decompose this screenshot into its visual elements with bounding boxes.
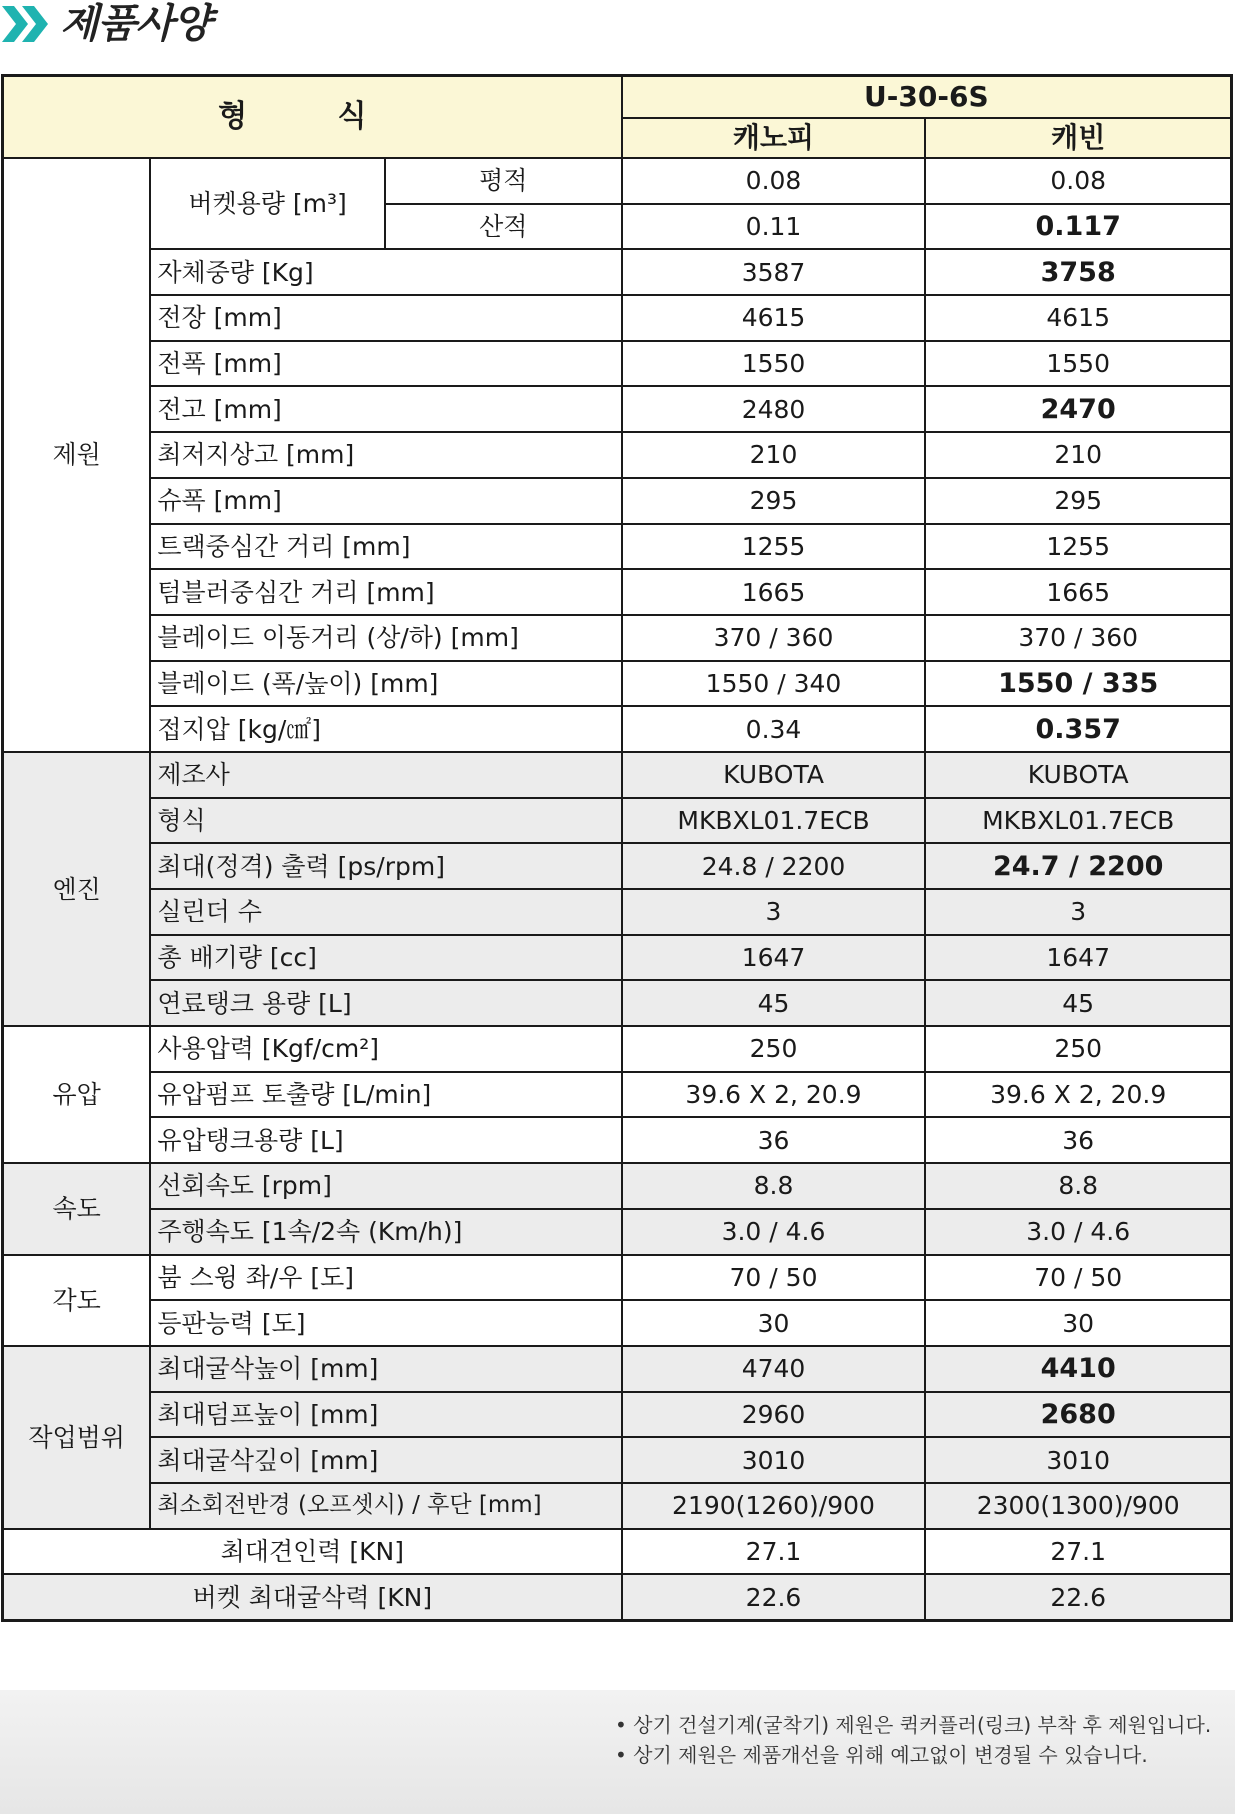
value-canopy: 0.34	[622, 706, 926, 752]
value-canopy: 2190(1260)/900	[622, 1483, 926, 1529]
footnotes	[615, 1710, 1211, 1770]
table-row	[3, 1574, 1232, 1620]
sub-label: 평적	[385, 158, 622, 204]
value-cabin: 1550 / 335	[925, 661, 1231, 707]
row-label: 슈폭 [mm]	[150, 478, 621, 524]
row-label: 최소회전반경 (오프셋시) / 후단 [mm]	[150, 1483, 621, 1529]
table-row	[3, 1392, 1232, 1438]
table-row	[3, 432, 1232, 478]
table-row	[3, 386, 1232, 432]
row-label: 전고 [mm]	[150, 386, 621, 432]
value-canopy: 24.8 / 2200	[622, 843, 926, 889]
canopy-header: 캐노피	[622, 118, 926, 158]
table-row	[3, 1483, 1232, 1529]
table-row	[3, 249, 1232, 295]
page-title: 제품사양	[60, 1, 211, 47]
value-cabin: 0.117	[925, 204, 1231, 250]
row-label: 등판능력 [도]	[150, 1300, 621, 1346]
value-cabin: 2470	[925, 386, 1231, 432]
value-canopy: 1550	[622, 341, 926, 387]
value-cabin: 24.7 / 2200	[925, 843, 1231, 889]
value-cabin: 39.6 X 2, 20.9	[925, 1072, 1231, 1118]
value-canopy: MKBXL01.7ECB	[622, 798, 926, 844]
value-canopy: 1665	[622, 569, 926, 615]
table-row	[3, 980, 1232, 1026]
row-label: 최대굴삭높이 [mm]	[150, 1346, 621, 1392]
value-cabin: 3010	[925, 1437, 1231, 1483]
value-canopy: 250	[622, 1026, 926, 1072]
model-header: U-30-6S	[622, 76, 1232, 119]
value-canopy: 8.8	[622, 1163, 926, 1209]
table-row	[3, 935, 1232, 981]
row-label: 연료탱크 용량 [L]	[150, 980, 621, 1026]
table-row	[3, 752, 1232, 798]
value-cabin: 22.6	[925, 1574, 1231, 1620]
group-work-range: 작업범위	[3, 1346, 151, 1529]
value-canopy: 1647	[622, 935, 926, 981]
table-row	[3, 843, 1232, 889]
value-cabin: 3	[925, 889, 1231, 935]
row-label: 붐 스윙 좌/우 [도]	[150, 1255, 621, 1301]
row-label: 자체중량 [Kg]	[150, 249, 621, 295]
row-label: 유압탱크용량 [L]	[150, 1117, 621, 1163]
value-canopy: 3.0 / 4.6	[622, 1209, 926, 1255]
value-canopy: 2480	[622, 386, 926, 432]
cabin-header: 캐빈	[925, 118, 1231, 158]
value-canopy: 4615	[622, 295, 926, 341]
table-row	[3, 524, 1232, 570]
value-canopy: 3010	[622, 1437, 926, 1483]
table-row	[3, 158, 1232, 204]
bucket-capacity-label: 버켓용량 [m³]	[150, 158, 384, 249]
type-header: 형 식	[3, 76, 622, 159]
value-cabin: 2300(1300)/900	[925, 1483, 1231, 1529]
row-label: 총 배기량 [cc]	[150, 935, 621, 981]
row-label: 블레이드 (폭/높이) [mm]	[150, 661, 621, 707]
spec-table	[1, 74, 1233, 1622]
value-cabin: 0.357	[925, 706, 1231, 752]
table-row	[3, 1163, 1232, 1209]
table-row	[3, 1437, 1232, 1483]
group-engine: 엔진	[3, 752, 151, 1026]
table-row	[3, 706, 1232, 752]
group-hydraulic: 유압	[3, 1026, 151, 1163]
value-cabin: 8.8	[925, 1163, 1231, 1209]
value-canopy: 1550 / 340	[622, 661, 926, 707]
value-cabin: 70 / 50	[925, 1255, 1231, 1301]
value-cabin: 4615	[925, 295, 1231, 341]
value-canopy: 370 / 360	[622, 615, 926, 661]
row-label: 최저지상고 [mm]	[150, 432, 621, 478]
value-canopy: 22.6	[622, 1574, 926, 1620]
row-label: 최대견인력 [KN]	[3, 1529, 622, 1575]
value-canopy: 295	[622, 478, 926, 524]
row-label: 트랙중심간 거리 [mm]	[150, 524, 621, 570]
table-row	[3, 1072, 1232, 1118]
row-label: 사용압력 [Kgf/cm²]	[150, 1026, 621, 1072]
row-label: 선회속도 [rpm]	[150, 1163, 621, 1209]
table-row	[3, 1529, 1232, 1575]
value-canopy: 70 / 50	[622, 1255, 926, 1301]
row-label: 텀블러중심간 거리 [mm]	[150, 569, 621, 615]
value-cabin: 250	[925, 1026, 1231, 1072]
value-canopy: 36	[622, 1117, 926, 1163]
row-label: 유압펌프 토출량 [L/min]	[150, 1072, 621, 1118]
table-row	[3, 569, 1232, 615]
table-row	[3, 1255, 1232, 1301]
page-header	[0, 0, 1235, 60]
table-row	[3, 1300, 1232, 1346]
table-row	[3, 478, 1232, 524]
value-canopy: 1255	[622, 524, 926, 570]
value-canopy: 3587	[622, 249, 926, 295]
row-label: 접지압 [kg/㎠]	[150, 706, 621, 752]
value-canopy: 4740	[622, 1346, 926, 1392]
value-cabin: 3.0 / 4.6	[925, 1209, 1231, 1255]
table-row	[3, 295, 1232, 341]
row-label: 블레이드 이동거리 (상/하) [mm]	[150, 615, 621, 661]
value-canopy: KUBOTA	[622, 752, 926, 798]
row-label: 전폭 [mm]	[150, 341, 621, 387]
value-canopy: 45	[622, 980, 926, 1026]
value-canopy: 3	[622, 889, 926, 935]
table-row	[3, 798, 1232, 844]
value-cabin: MKBXL01.7ECB	[925, 798, 1231, 844]
row-label: 주행속도 [1속/2속 (Km/h)]	[150, 1209, 621, 1255]
value-cabin: 45	[925, 980, 1231, 1026]
table-row	[3, 889, 1232, 935]
value-cabin: 30	[925, 1300, 1231, 1346]
value-cabin: 295	[925, 478, 1231, 524]
value-cabin: 2680	[925, 1392, 1231, 1438]
value-canopy: 0.11	[622, 204, 926, 250]
value-canopy: 2960	[622, 1392, 926, 1438]
value-cabin: 4410	[925, 1346, 1231, 1392]
table-row	[3, 1346, 1232, 1392]
value-cabin: KUBOTA	[925, 752, 1231, 798]
value-cabin: 27.1	[925, 1529, 1231, 1575]
group-speed: 속도	[3, 1163, 151, 1254]
row-label: 제조사	[150, 752, 621, 798]
header-row-model	[3, 76, 1232, 119]
table-row	[3, 1117, 1232, 1163]
value-canopy: 27.1	[622, 1529, 926, 1575]
value-cabin: 3758	[925, 249, 1231, 295]
sub-label: 산적	[385, 204, 622, 250]
value-cabin: 1255	[925, 524, 1231, 570]
value-cabin: 36	[925, 1117, 1231, 1163]
table-row	[3, 615, 1232, 661]
table-row	[3, 1209, 1232, 1255]
footnote: • 상기 제원은 제품개선을 위해 예고없이 변경될 수 있습니다.	[615, 1740, 1211, 1770]
value-canopy: 0.08	[622, 158, 926, 204]
value-cabin: 1665	[925, 569, 1231, 615]
row-label: 최대굴삭깊이 [mm]	[150, 1437, 621, 1483]
value-cabin: 1550	[925, 341, 1231, 387]
table-row	[3, 661, 1232, 707]
row-label: 최대(정격) 출력 [ps/rpm]	[150, 843, 621, 889]
value-cabin: 210	[925, 432, 1231, 478]
table-row	[3, 341, 1232, 387]
value-cabin: 370 / 360	[925, 615, 1231, 661]
row-label: 실린더 수	[150, 889, 621, 935]
row-label: 최대덤프높이 [mm]	[150, 1392, 621, 1438]
double-chevron-icon	[2, 6, 54, 42]
value-cabin: 1647	[925, 935, 1231, 981]
group-spec: 제원	[3, 158, 151, 752]
group-angle: 각도	[3, 1255, 151, 1346]
value-canopy: 210	[622, 432, 926, 478]
table-row	[3, 1026, 1232, 1072]
footnote: • 상기 건설기계(굴착기) 제원은 퀵커플러(링크) 부착 후 제원입니다.	[615, 1710, 1211, 1740]
row-label: 전장 [mm]	[150, 295, 621, 341]
value-canopy: 30	[622, 1300, 926, 1346]
value-canopy: 39.6 X 2, 20.9	[622, 1072, 926, 1118]
value-cabin: 0.08	[925, 158, 1231, 204]
row-label: 버켓 최대굴삭력 [KN]	[3, 1574, 622, 1620]
row-label: 형식	[150, 798, 621, 844]
